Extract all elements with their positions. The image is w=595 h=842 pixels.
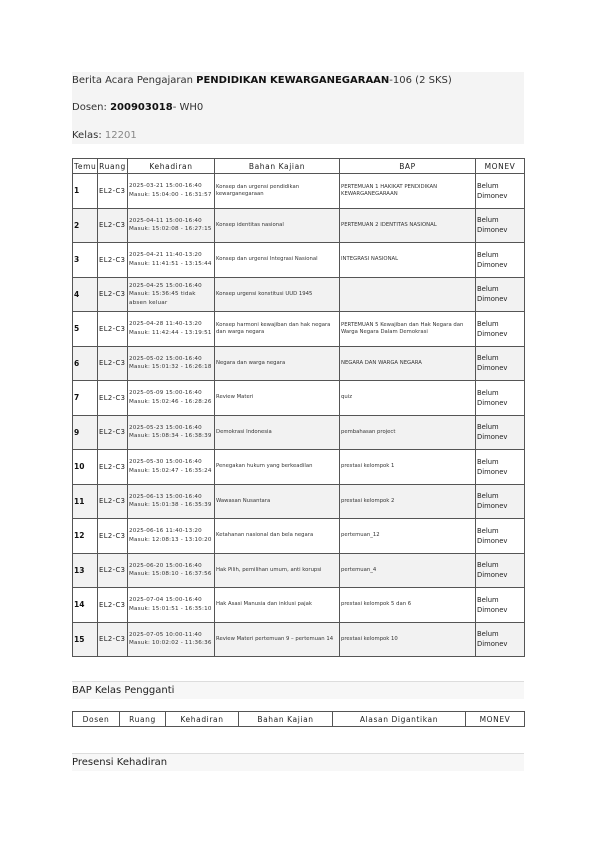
cell-monev: Belum Dimonev	[476, 484, 525, 519]
cell-ruang: EL2-C3	[98, 312, 128, 347]
cell-kehadiran: 2025-05-23 15:00-16:40 Masuk: 15:08:34 - 16:38:39	[128, 415, 215, 450]
cell-bahan-kajian: Negara dan warga negara	[215, 346, 340, 381]
kelas-line	[72, 130, 137, 141]
cell-ruang: EL2-C3	[98, 243, 128, 278]
cell-temu: 15	[73, 622, 98, 657]
bap-pengganti-title: BAP Kelas Pengganti	[72, 681, 524, 699]
cell-bahan-kajian: Hak Pilih, pemilihan umum, anti korupsi	[215, 553, 340, 588]
col-temu: Temu	[73, 159, 98, 174]
col-bahan-kajian: Bahan Kajian	[239, 712, 333, 727]
course-title	[72, 75, 452, 86]
table-row	[73, 174, 525, 209]
table-row	[73, 243, 525, 278]
cell-bahan-kajian: Demokrasi Indonesia	[215, 415, 340, 450]
cell-monev: Belum Dimonev	[476, 346, 525, 381]
col-alasan-digantikan: Alasan Digantikan	[333, 712, 466, 727]
cell-bap: quiz	[340, 381, 476, 416]
table-row	[73, 519, 525, 554]
table-row	[73, 312, 525, 347]
cell-kehadiran: 2025-04-28 11:40-13:20 Masuk: 11:42:44 - 13:19:51	[128, 312, 215, 347]
cell-ruang: EL2-C3	[98, 346, 128, 381]
cell-bap: PERTEMUAN 5 Kewajiban dan Hak Negara dan Warga Negara Dalam Demokrasi	[340, 312, 476, 347]
cell-kehadiran: 2025-03-21 15:00-16:40 Masuk: 15:04:00 - 16:31:57	[128, 174, 215, 209]
cell-ruang: EL2-C3	[98, 174, 128, 209]
presensi-title: Presensi Kehadiran	[72, 753, 524, 771]
kelas-value: 12201	[104, 130, 137, 141]
col-bahan-kajian: Bahan Kajian	[215, 159, 340, 174]
cell-bap: PERTEMUAN 2 IDENTITAS NASIONAL	[340, 208, 476, 243]
header-box	[72, 72, 524, 144]
course-name: PENDIDIKAN KEWARGANEGARAAN	[196, 75, 390, 86]
cell-monev: Belum Dimonev	[476, 312, 525, 347]
cell-kehadiran: 2025-07-05 10:00-11:40 Masuk: 10:02:02 - 11:36:36	[128, 622, 215, 657]
cell-kehadiran: 2025-04-25 15:00-16:40 Masuk: 15:36:45 tidak absen keluar	[128, 277, 215, 312]
cell-bahan-kajian: Konsep dan urgensi Integrasi Nasional	[215, 243, 340, 278]
cell-bap: INTEGRASI NASIONAL	[340, 243, 476, 278]
cell-bahan-kajian: Review Materi	[215, 381, 340, 416]
cell-kehadiran: 2025-05-02 15:00-16:40 Masuk: 15:01:32 - 16:26:18	[128, 346, 215, 381]
cell-temu: 7	[73, 381, 98, 416]
cell-bahan-kajian: Penegakan hukum yang berkeadilan	[215, 450, 340, 485]
cell-ruang: EL2-C3	[98, 277, 128, 312]
cell-temu: 9	[73, 415, 98, 450]
table-row	[73, 622, 525, 657]
col-monev: MONEV	[476, 159, 525, 174]
cell-monev: Belum Dimonev	[476, 381, 525, 416]
table-row	[73, 381, 525, 416]
table-row	[73, 588, 525, 623]
cell-bap: pertemuan_4	[340, 553, 476, 588]
table-row	[73, 450, 525, 485]
bap-pengganti-table	[72, 711, 525, 727]
dosen-line	[72, 102, 203, 113]
cell-temu: 3	[73, 243, 98, 278]
cell-monev: Belum Dimonev	[476, 553, 525, 588]
cell-bahan-kajian: Konsep urgensi konstitusi UUD 1945	[215, 277, 340, 312]
cell-monev: Belum Dimonev	[476, 243, 525, 278]
col-ruang: Ruang	[120, 712, 166, 727]
cell-bap: PERTEMUAN 1 HAKIKAT PENDIDIKAN KEWARGANEGARAAN	[340, 174, 476, 209]
cell-ruang: EL2-C3	[98, 208, 128, 243]
cell-monev: Belum Dimonev	[476, 622, 525, 657]
kelas-label: Kelas:	[72, 130, 105, 141]
table-row	[73, 346, 525, 381]
cell-monev: Belum Dimonev	[476, 588, 525, 623]
cell-bap	[340, 277, 476, 312]
cell-bap: prestasi kelompok 1	[340, 450, 476, 485]
cell-monev: Belum Dimonev	[476, 450, 525, 485]
cell-kehadiran: 2025-06-16 11:40-13:20 Masuk: 12:08:13 - 13:10:20	[128, 519, 215, 554]
dosen-id: 200903018	[110, 102, 173, 113]
table-row	[73, 484, 525, 519]
dosen-label: Dosen:	[72, 102, 111, 113]
col-ruang: Ruang	[98, 159, 128, 174]
cell-monev: Belum Dimonev	[476, 519, 525, 554]
cell-bahan-kajian: Konsep harmoni kewajiban dan hak negara dan warga negara	[215, 312, 340, 347]
cell-kehadiran: 2025-07-04 15:00-16:40 Masuk: 15:01:51 - 16:35:10	[128, 588, 215, 623]
col-kehadiran: Kehadiran	[128, 159, 215, 174]
cell-temu: 13	[73, 553, 98, 588]
cell-bahan-kajian: Konsep dan urgensi pendidikan kewarganegaraan	[215, 174, 340, 209]
cell-kehadiran: 2025-05-30 15:00-16:40 Masuk: 15:02:47 - 16:35:24	[128, 450, 215, 485]
cell-kehadiran: 2025-05-09 15:00-16:40 Masuk: 15:02:46 - 16:28:26	[128, 381, 215, 416]
cell-ruang: EL2-C3	[98, 553, 128, 588]
cell-ruang: EL2-C3	[98, 588, 128, 623]
cell-temu: 2	[73, 208, 98, 243]
cell-kehadiran: 2025-04-11 15:00-16:40 Masuk: 15:02:08 - 16:27:15	[128, 208, 215, 243]
cell-ruang: EL2-C3	[98, 381, 128, 416]
col-monev: MONEV	[466, 712, 525, 727]
cell-temu: 11	[73, 484, 98, 519]
cell-kehadiran: 2025-04-21 11:40-13:20 Masuk: 11:41:51 - 13:15:44	[128, 243, 215, 278]
cell-temu: 6	[73, 346, 98, 381]
cell-bahan-kajian: Hak Asasi Manusia dan inklusi pajak	[215, 588, 340, 623]
course-title-suffix: -106 (2 SKS)	[389, 75, 452, 86]
course-title-prefix: Berita Acara Pengajaran	[72, 75, 197, 86]
cell-bap: prestasi kelompok 5 dan 6	[340, 588, 476, 623]
cell-temu: 14	[73, 588, 98, 623]
cell-bahan-kajian: Ketahanan nasional dan bela negara	[215, 519, 340, 554]
bap-table	[72, 158, 525, 657]
cell-ruang: EL2-C3	[98, 450, 128, 485]
cell-monev: Belum Dimonev	[476, 208, 525, 243]
cell-ruang: EL2-C3	[98, 415, 128, 450]
bap-pengganti-header	[73, 712, 525, 727]
cell-bahan-kajian: Wawasan Nusantara	[215, 484, 340, 519]
cell-temu: 1	[73, 174, 98, 209]
cell-monev: Belum Dimonev	[476, 174, 525, 209]
cell-monev: Belum Dimonev	[476, 277, 525, 312]
bap-table-header	[73, 159, 525, 174]
cell-temu: 5	[73, 312, 98, 347]
cell-bahan-kajian: Review Materi pertemuan 9 – pertemuan 14	[215, 622, 340, 657]
cell-temu: 12	[73, 519, 98, 554]
table-row	[73, 553, 525, 588]
cell-ruang: EL2-C3	[98, 622, 128, 657]
cell-ruang: EL2-C3	[98, 519, 128, 554]
cell-bap: pertemuan_12	[340, 519, 476, 554]
cell-kehadiran: 2025-06-20 15:00-16:40 Masuk: 15:08:10 - 16:37:56	[128, 553, 215, 588]
cell-bap: prestasi kelompok 2	[340, 484, 476, 519]
table-row	[73, 415, 525, 450]
col-kehadiran: Kehadiran	[166, 712, 239, 727]
table-row	[73, 208, 525, 243]
col-bap: BAP	[340, 159, 476, 174]
cell-temu: 10	[73, 450, 98, 485]
cell-bahan-kajian: Konsep identitas nasional	[215, 208, 340, 243]
cell-monev: Belum Dimonev	[476, 415, 525, 450]
cell-kehadiran: 2025-06-13 15:00-16:40 Masuk: 15:01:38 - 16:35:39	[128, 484, 215, 519]
table-row	[73, 277, 525, 312]
cell-bap: pembahasan project	[340, 415, 476, 450]
dosen-suffix: - WH0	[172, 102, 204, 113]
cell-temu: 4	[73, 277, 98, 312]
cell-ruang: EL2-C3	[98, 484, 128, 519]
col-dosen: Dosen	[73, 712, 120, 727]
cell-bap: prestasi kelompok 10	[340, 622, 476, 657]
cell-bap: NEGARA DAN WARGA NEGARA	[340, 346, 476, 381]
